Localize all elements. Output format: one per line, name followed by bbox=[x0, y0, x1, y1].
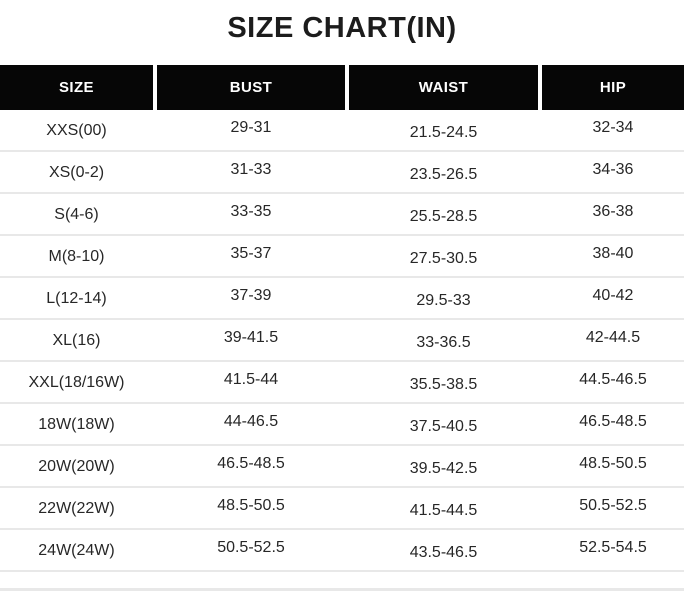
column-header-hip: HIP bbox=[542, 65, 684, 110]
cell-waist: 21.5-24.5 bbox=[409, 124, 478, 141]
table-row bbox=[0, 320, 684, 362]
cell-waist: 41.5-44.5 bbox=[409, 502, 478, 519]
cell-waist: 43.5-46.5 bbox=[409, 544, 478, 561]
cell-size: 22W(22W) bbox=[38, 500, 115, 517]
cell-hip: 46.5-48.5 bbox=[579, 413, 647, 430]
cell-size: M(8-10) bbox=[48, 248, 105, 265]
cell-waist: 39.5-42.5 bbox=[409, 460, 478, 477]
cell-waist: 25.5-28.5 bbox=[409, 208, 478, 225]
cell-size: XXS(00) bbox=[46, 122, 107, 139]
cell-hip: 48.5-50.5 bbox=[579, 455, 647, 472]
cell-size: XS(0-2) bbox=[48, 164, 105, 181]
cell-size: 18W(18W) bbox=[38, 416, 115, 433]
cell-hip: 38-40 bbox=[592, 245, 634, 262]
cell-hip: 42-44.5 bbox=[585, 329, 641, 346]
table-row bbox=[0, 110, 684, 152]
cell-bust: 31-33 bbox=[230, 161, 272, 178]
column-header-bust: BUST bbox=[157, 65, 345, 110]
cell-bust: 44-46.5 bbox=[223, 413, 279, 430]
cell-waist: 29.5-33 bbox=[416, 292, 471, 309]
table-header-row bbox=[0, 65, 684, 110]
cell-hip: 52.5-54.5 bbox=[579, 539, 647, 556]
cell-hip: 40-42 bbox=[592, 287, 634, 304]
table-row bbox=[0, 404, 684, 446]
cell-waist: 27.5-30.5 bbox=[409, 250, 478, 267]
table-row bbox=[0, 152, 684, 194]
cell-bust: 35-37 bbox=[230, 245, 272, 262]
column-header-size: SIZE bbox=[0, 65, 153, 110]
cell-size: 24W(24W) bbox=[38, 542, 115, 559]
table-row bbox=[0, 194, 684, 236]
cell-size: L(12-14) bbox=[46, 290, 107, 307]
cell-waist: 33-36.5 bbox=[416, 334, 471, 351]
cell-hip: 36-38 bbox=[592, 203, 634, 220]
cell-size: XL(16) bbox=[52, 332, 101, 349]
table-row bbox=[0, 278, 684, 320]
cell-hip: 44.5-46.5 bbox=[579, 371, 647, 388]
table-row bbox=[0, 488, 684, 530]
cell-waist: 23.5-26.5 bbox=[409, 166, 478, 183]
cell-bust: 29-31 bbox=[230, 119, 272, 136]
cell-bust: 46.5-48.5 bbox=[217, 455, 285, 472]
cell-size: 20W(20W) bbox=[38, 458, 115, 475]
table-row bbox=[0, 236, 684, 278]
cell-bust: 33-35 bbox=[230, 203, 272, 220]
cell-bust: 39-41.5 bbox=[223, 329, 279, 346]
cell-hip: 32-34 bbox=[592, 119, 634, 136]
size-chart-table bbox=[0, 65, 684, 572]
table-row bbox=[0, 530, 684, 572]
cell-size: S(4-6) bbox=[54, 206, 99, 223]
column-header-waist: WAIST bbox=[349, 65, 538, 110]
cell-size: XXL(18/16W) bbox=[28, 374, 125, 391]
cell-bust: 41.5-44 bbox=[223, 371, 279, 388]
table-row bbox=[0, 446, 684, 488]
page-title: SIZE CHART(IN) bbox=[227, 12, 457, 44]
table-body bbox=[0, 110, 684, 572]
table-row bbox=[0, 362, 684, 404]
cell-bust: 48.5-50.5 bbox=[217, 497, 285, 514]
cell-hip: 34-36 bbox=[592, 161, 634, 178]
cell-bust: 50.5-52.5 bbox=[217, 539, 285, 556]
cell-bust: 37-39 bbox=[230, 287, 272, 304]
cell-hip: 50.5-52.5 bbox=[579, 497, 647, 514]
cell-waist: 35.5-38.5 bbox=[409, 376, 478, 393]
cell-waist: 37.5-40.5 bbox=[409, 418, 478, 435]
